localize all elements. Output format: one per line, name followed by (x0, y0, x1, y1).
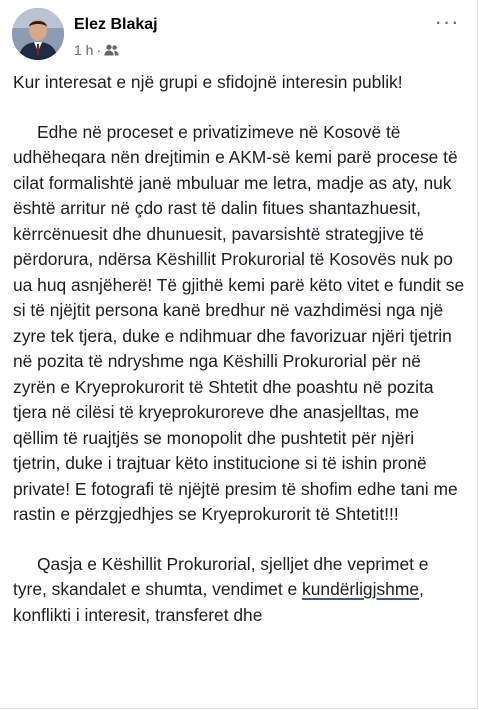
meta-separator: · (96, 42, 102, 58)
post-timestamp[interactable]: 1 h (74, 42, 94, 58)
friends-icon[interactable] (104, 44, 119, 56)
post-paragraph-body: Edhe në proceset e privatizimeve në Kosovë të udhëheqara nën drejtimin e AKM-së kemi parë procese të cilat formalishtë janë mbuluar me letra, madje as aty, nuk është arritur në çdo rast të dalin fitues shantazhuesit, kërrcënuesit dhe dhunuesit, pavarsishtë strategjive të përdorura, ndërsa Këshillit Prokurorial të Kosovës nuk po ua huq asnjëherë! Të gjithë kemi parë këto vitet e fundit se si të njëjtit persona kanë bredhur në vazhdimësi nga një zyre tek tjera, duke e ndihmuar dhe favorizuar njëri tjetrin në pozita të ndryshme nga Këshilli Prokurorial për në zyrën e Kryeprokurorit të Shtetit dhe poashtu në pozita tjera në cilësi të kryeprokuroreve dhe anasjelltas, me qëllim të ruajtjës se monopolit dhe pushtetit për njëri tjetrin, duke i trajtuar këto institucione si të ishin pronë private! E fotografi të njëjtë presim të shofim edhe tani me rastin e përzgjedhjes se Kryeprokurorit të Shtetit!!! (13, 121, 465, 524)
post-text (13, 70, 465, 628)
post-author-name[interactable]: Elez Blakaj (74, 16, 158, 33)
post-paragraph-continued (13, 552, 465, 629)
paragraph-text-end: , konflikti i interesit, transferet dhe (13, 579, 424, 625)
underlined-word: kundërligjshme (302, 579, 419, 599)
paragraph-text-start: Qasja e Këshillit Prokurorial, sjelljet dhe veprimet e tyre, skandalet e shumta, vendimet e (13, 553, 429, 599)
avatar[interactable] (12, 8, 64, 60)
post-paragraph-title: Kur interesat e një grupi e sfidojnë interesin publik! (13, 72, 403, 92)
post-header (12, 8, 465, 62)
avatar-photo-icon (12, 8, 64, 60)
ellipsis-icon[interactable]: ··· (434, 9, 460, 34)
post-meta (74, 42, 119, 58)
